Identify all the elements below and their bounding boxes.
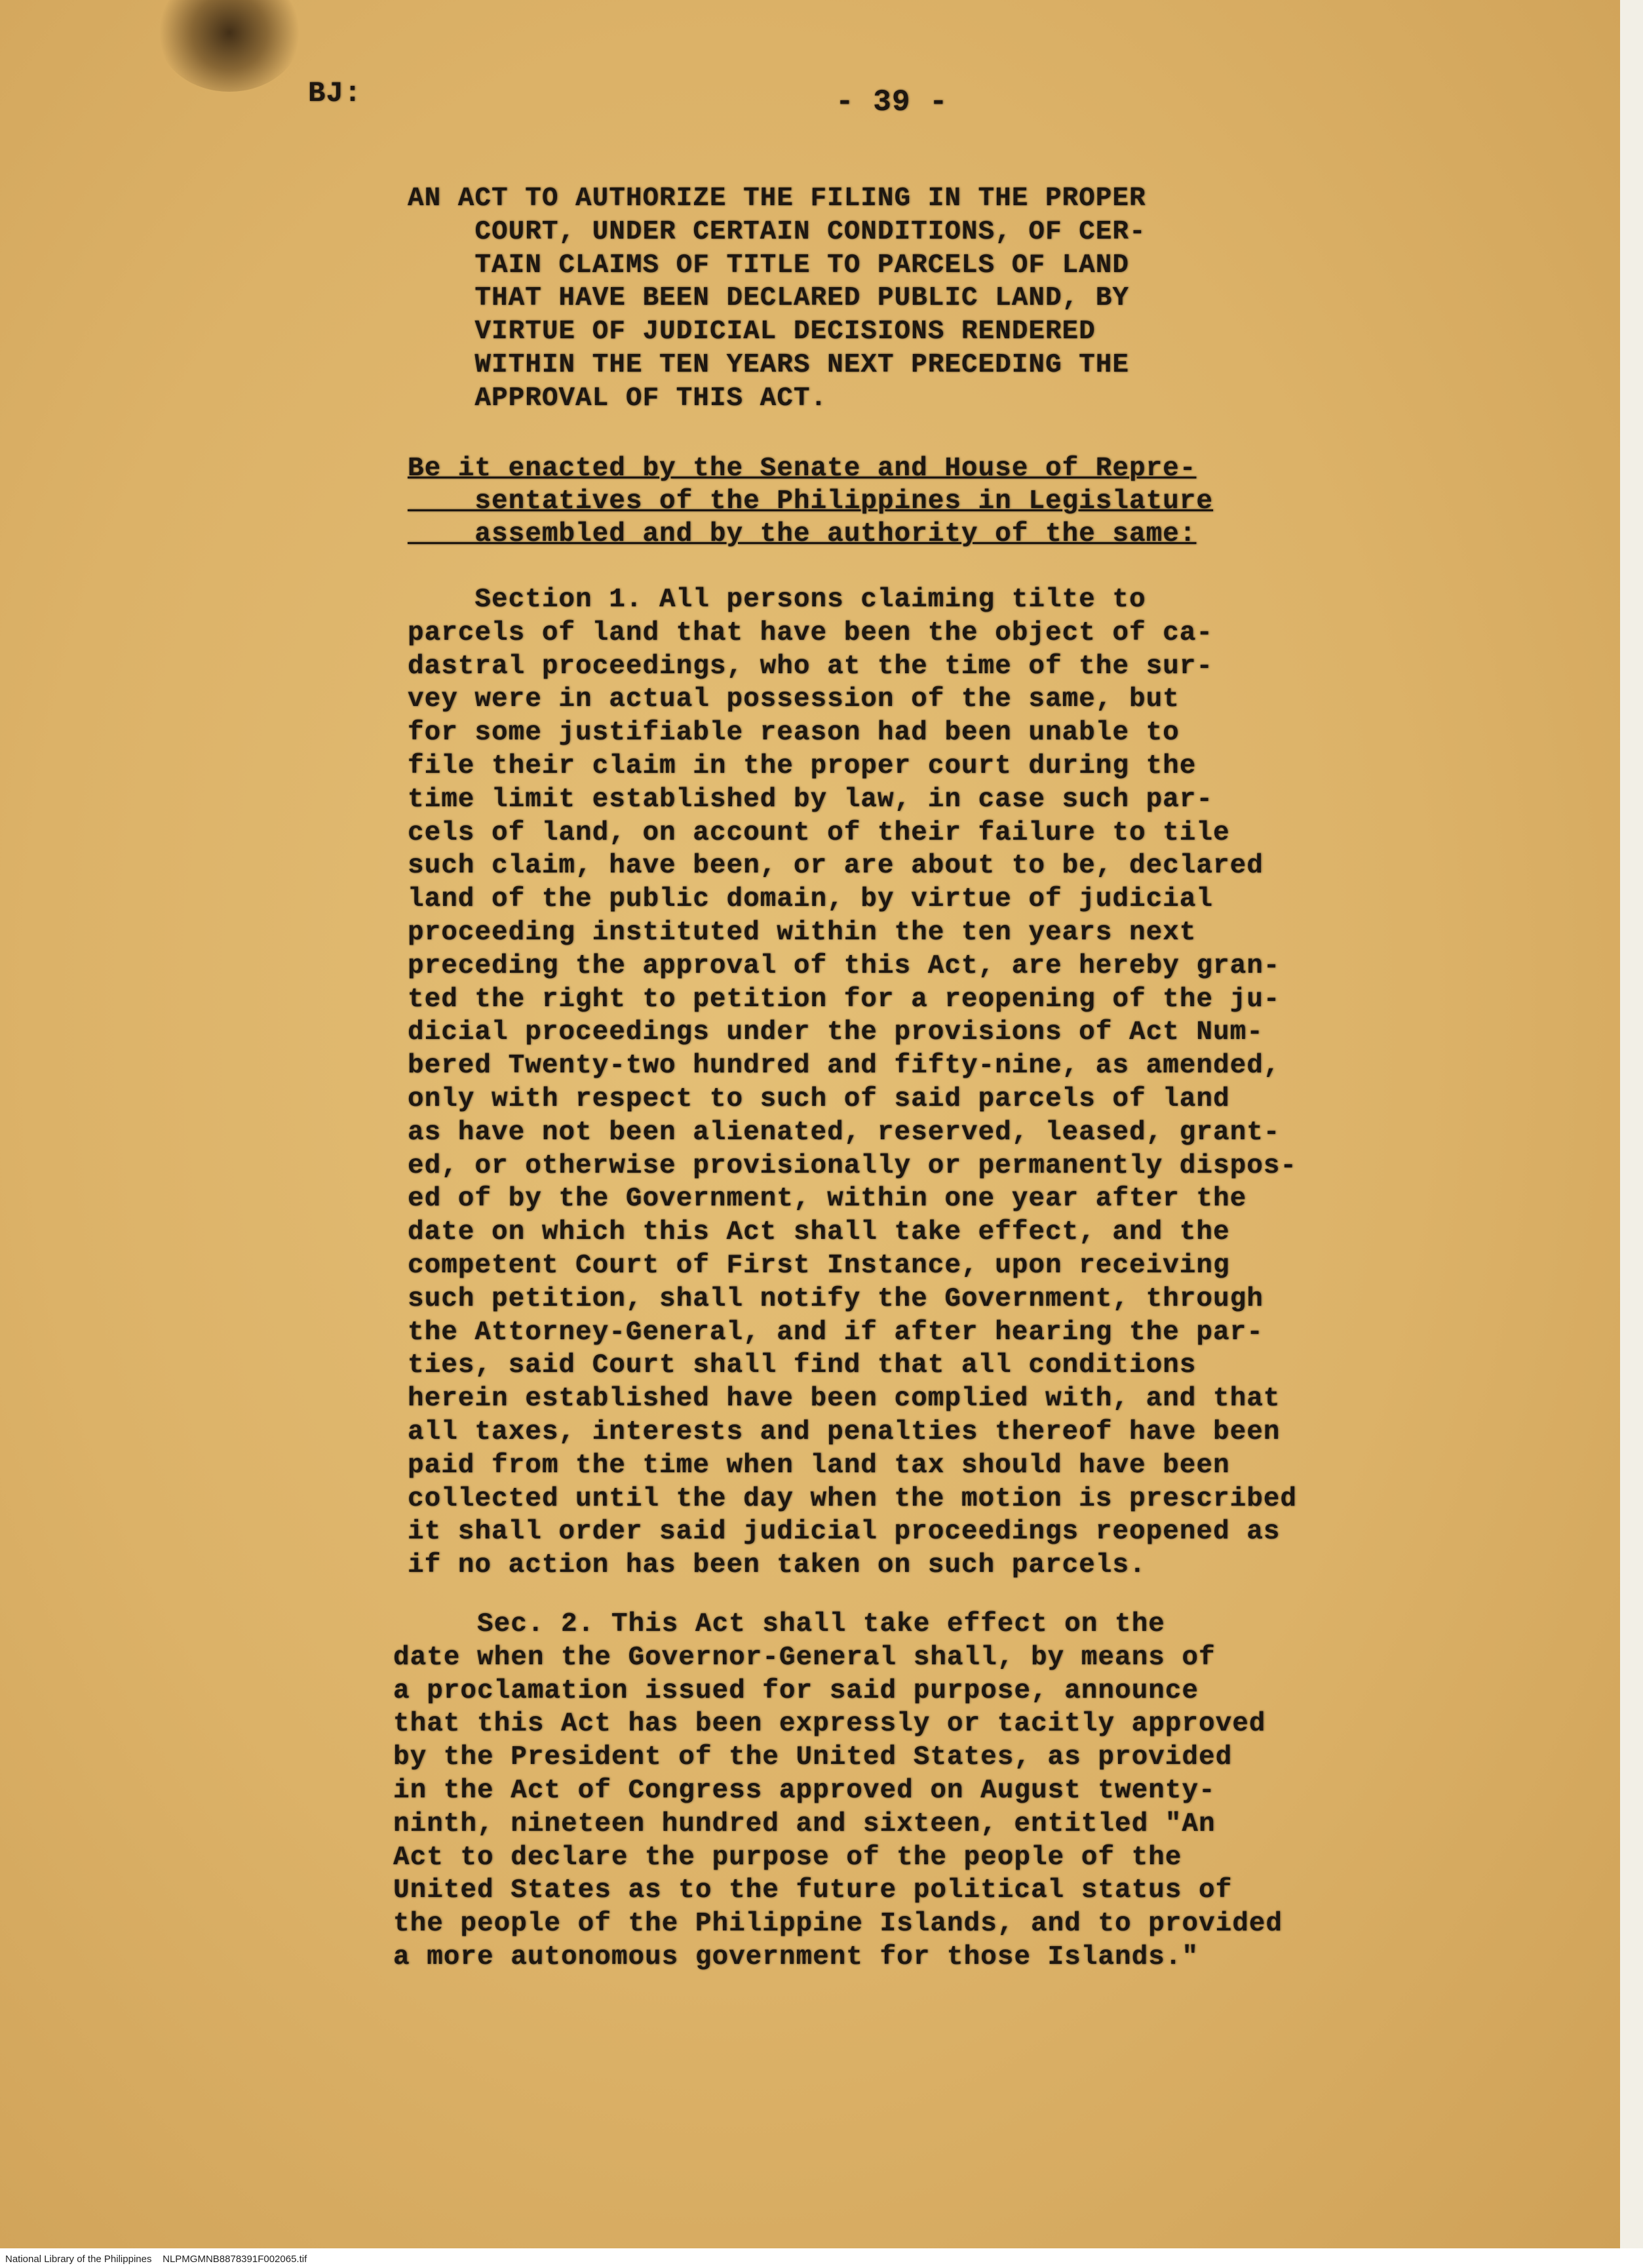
scan-edge xyxy=(1620,0,1643,2248)
typist-initials: BJ: xyxy=(308,77,362,110)
page-number: - 39 - xyxy=(836,85,948,119)
enacting-clause: Be it enacted by the Senate and House of Repre- sentatives of the Philippines in Legislature assembled and by the authority of the same: xyxy=(408,454,1213,549)
scan-footer-caption: National Library of the Philippines NLPMGMNB8878391F002065.tif xyxy=(5,2254,307,2265)
act-title: AN ACT TO AUTHORIZE THE FILING IN THE PROPER COURT, UNDER CERTAIN CONDITIONS, OF CER- TAIN CLAIMS OF TITLE TO PARCELS OF LAND THAT HAVE BEEN DECLARED PUBLIC LAND, BY VIRTUE OF JUDICIAL DECISIONS RENDERED WITHIN THE TEN YEARS NEXT PRECEDING THE APPROVAL OF THIS ACT. xyxy=(408,184,1146,414)
section-2-text: Sec. 2. This Act shall take effect on the date when the Governor-General shall, by means of a proclamation issued for said purpose, announce that this Act has been expressly or tacitly approved by the President of the United States, as provided in the Act of Congress approved on August twenty- ninth, nineteen hundred and sixteen, entitled "An Act to declare the purpose of the people of the United States as to the future political status of the people of the Philippine Islands, and to provided a more autonomous government for those Islands." xyxy=(393,1609,1283,1972)
section-1-text: Section 1. All persons claiming tilte to parcels of land that have been the object of ca- dastral proceedings, who at the time of the sur- vey were in actual possession of the same, but for some justifiable reason had been unable to file their claim in the proper court during the time limit established by law, in case such par- cels of land, on account of their failure to tile such claim, have been, or are about to be, declared land of the public domain, by virtue of judicial proceeding instituted within the ten years next preceding the approval of this Act, are hereby gran- ted the right to petition for a reopening of the ju- dicial proceedings under the provisions of Act Num- bered Twenty-two hundred and fifty-nine, as amended, only with respect to such of said parcels of land as have not been alienated, reserved, leased, grant- ed, or otherwise provisionally or permanently dispos- ed of by the Government, within one year after the date on which this Act shall take effect, and the competent Court of First Instance, upon receiving such petition, shall notify the Government, through the Attorney-General, and if after hearing the par- ties, said Court shall find that all conditions herein established have been complied with, and that all taxes, interests and penalties thereof have been paid from the time when land tax should have been collected until the day when the motion is prescribed it shall order said judicial proceedings reopened as if no action has been taken on such parcels. xyxy=(408,585,1298,1581)
stain-mark xyxy=(157,0,301,92)
